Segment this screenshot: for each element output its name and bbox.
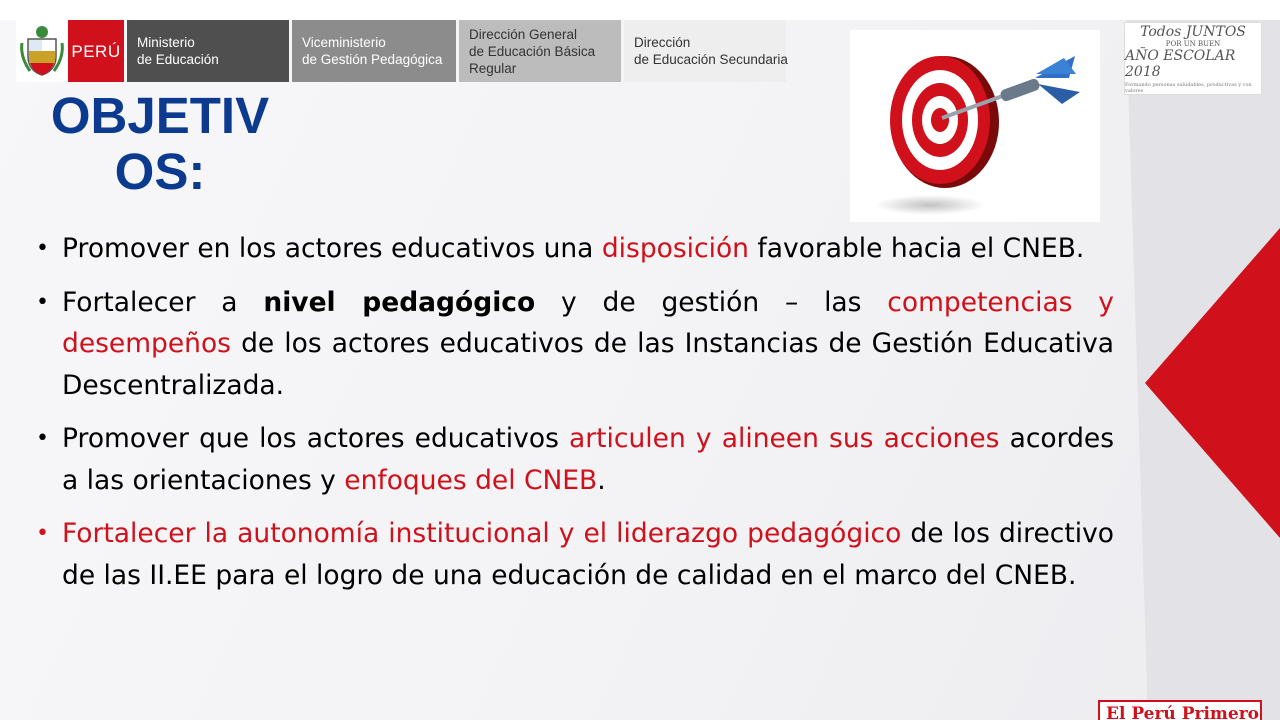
bullet-dot-icon: •: [36, 426, 49, 451]
objective-item: [36, 418, 1114, 501]
objective-item: [36, 282, 1114, 407]
dartboard-target-icon: [850, 30, 1100, 222]
viceministerio-block: [292, 20, 456, 82]
objectives-list: [36, 228, 1114, 608]
objective-text-segment: nivel pedagógico: [263, 286, 536, 318]
logo-line-4: Formando personas saludables, productivas y con valores: [1125, 81, 1252, 94]
objective-text-segment: y de gestión – las: [535, 286, 888, 318]
objective-item: [36, 513, 1114, 596]
objective-text-segment: Promover que los actores educativos: [62, 423, 570, 454]
title-line-2: OS:: [114, 143, 206, 200]
direccion-general-line-3: Regular: [469, 60, 517, 76]
title-line-1: OBJETIV: [50, 87, 270, 144]
viceministerio-line-2: de Gestión Pedagógica: [302, 52, 443, 67]
peru-text: PERÚ: [71, 41, 121, 61]
objective-text-segment: Fortalecer la autonomía institucional y el liderazgo pedagógico: [62, 518, 902, 549]
slide-title: [40, 88, 280, 200]
objective-text-segment: competencias y desempeños: [62, 286, 1114, 359]
peru-primero-text: El Perú Primero: [1106, 704, 1260, 720]
objective-text-segment: Promover en los actores educativos una: [62, 233, 602, 264]
objective-text-segment: de los directivo de las II.EE para el logro de una educación de calidad en el marco del CNEB.: [62, 518, 1114, 591]
direccion-secundaria-line-1: Dirección: [634, 35, 691, 50]
logo-line-1: Todos JUNTOS: [1140, 23, 1246, 40]
peru-label: [68, 20, 124, 82]
bullet-dot-icon: •: [36, 236, 49, 261]
bullet-dot-icon: •: [36, 521, 49, 546]
objective-text-segment: de los actores educativos de las Instancias de Gestión Educativa Descentralizada.: [62, 328, 1114, 401]
logo-line-2: POR UN BUEN: [1165, 39, 1221, 48]
bullet-dot-icon: •: [36, 289, 49, 315]
direccion-secundaria-block: [624, 20, 786, 82]
objective-text-segment: enfoques del CNEB: [344, 464, 598, 496]
buen-ano-escolar-logo: [1124, 22, 1262, 95]
ministerio-line-2: de Educación: [137, 52, 219, 67]
direccion-general-line-1: Dirección General: [469, 26, 578, 42]
ministerio-block: [127, 20, 289, 82]
objective-text-segment: Fortalecer a: [62, 286, 264, 318]
logo-line-3: AÑO ESCOLAR 2018: [1125, 47, 1236, 80]
direccion-general-line-2: de Educación Básica: [469, 43, 596, 59]
peru-primero-logo: [1098, 700, 1262, 720]
objective-text-segment: acordes a las orientaciones y: [62, 423, 1115, 496]
direccion-secundaria-line-2: de Educación Secundaria: [634, 52, 788, 67]
top-white-strip: [0, 0, 1280, 20]
objective-text-segment: favorable hacia el CNEB.: [748, 233, 1085, 264]
objective-text-segment: articulen y alineen sus acciones: [569, 423, 1000, 454]
peru-coat-of-arms-icon: [16, 20, 68, 82]
ministerio-line-1: Ministerio: [137, 35, 195, 50]
direccion-general-block: [459, 20, 621, 82]
objective-text-segment: disposición: [601, 233, 749, 264]
viceministerio-line-1: Viceministerio: [302, 35, 386, 50]
objective-text-segment: .: [597, 464, 606, 496]
ministry-header-bar: [16, 20, 789, 82]
objective-item: [36, 228, 1114, 270]
